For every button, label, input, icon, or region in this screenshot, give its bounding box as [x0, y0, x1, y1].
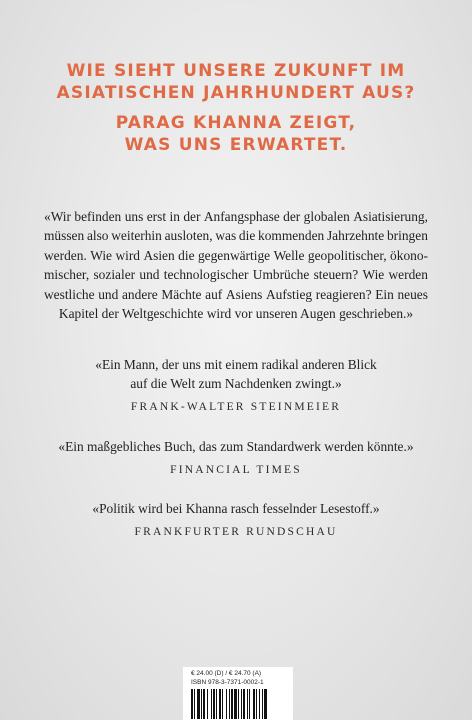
- intro-word: globalen: [303, 209, 350, 224]
- intro-word: werden: [388, 267, 428, 283]
- intro-line: [44, 226, 428, 245]
- intro-word: sozialer: [93, 267, 136, 283]
- barcode-bar: [201, 689, 202, 719]
- intro-word: Wie: [90, 247, 112, 263]
- quote-source: FINANCIAL TIMES: [170, 464, 302, 476]
- intro-word: Asiens: [225, 286, 263, 302]
- intro-word: befinden: [74, 209, 122, 224]
- barcode-bar: [231, 689, 233, 719]
- barcode-bar: [219, 689, 221, 719]
- quote-line: «Ein Mann, der uns mit einem radikal anderen Blick: [95, 357, 377, 372]
- barcode-bar: [229, 689, 230, 719]
- intro-word: neues: [397, 286, 428, 302]
- intro-word: steuern?: [313, 267, 359, 283]
- intro-word: Mächte: [161, 286, 202, 302]
- intro-word: und: [98, 286, 119, 302]
- headline-line: PARAG KHANNA ZEIGT,: [115, 113, 357, 134]
- intro-word: erst: [146, 209, 167, 224]
- barcode-bar: [259, 689, 260, 719]
- barcode-bar: [243, 689, 245, 719]
- barcode-bar: [207, 689, 208, 719]
- intro-word: Anfangsphase: [203, 209, 280, 224]
- intro-word: müssen: [44, 228, 85, 244]
- quote-source: FRANKFURTER RUNDSCHAU: [134, 526, 338, 538]
- barcode-bar: [203, 689, 205, 719]
- headline: [0, 60, 472, 156]
- intro-line: [44, 207, 428, 226]
- headline-line: ASIATISCHEN JAHRHUNDERT AUS?: [56, 83, 416, 104]
- intro-word: Wie: [362, 267, 385, 283]
- quote-steinmeier: [0, 355, 472, 413]
- barcode-bar: [247, 689, 248, 719]
- intro-word: die: [178, 247, 195, 263]
- intro-word: Jahrzehnte: [326, 228, 385, 244]
- intro-word: Welle: [273, 247, 305, 263]
- headline-spacer: [0, 104, 472, 112]
- intro-line: [44, 285, 428, 304]
- intro-word: kommenden: [258, 228, 325, 244]
- quote-financial-times: [0, 437, 472, 476]
- barcode-icon: [191, 689, 285, 719]
- price-label: € 24.00 (D) / € 24.70 (A): [191, 670, 262, 677]
- intro-word: Ein: [375, 286, 394, 302]
- barcode-bar: [211, 689, 212, 719]
- intro-word: also: [86, 228, 109, 244]
- intro-line: [44, 246, 428, 265]
- intro-word: die: [238, 228, 256, 244]
- intro-word: mischer,: [44, 267, 90, 283]
- intro-word: der: [183, 209, 201, 224]
- quote-line: «Politik wird bei Khanna rasch fesselnder Lesestoff.»: [92, 501, 380, 516]
- quote-line: «Ein maßgebliches Buch, das zum Standardwerk werden könnte.»: [58, 439, 414, 454]
- quote-line: auf die Welt zum Nachdenken zwingt.»: [130, 376, 342, 391]
- intro-word: ökono-: [390, 247, 428, 263]
- intro-word: gegenwärtige: [197, 247, 271, 263]
- barcode-bar: [216, 689, 217, 719]
- intro-word: andere: [121, 286, 158, 302]
- barcode-bar: [226, 689, 227, 719]
- intro-word: technologischer: [163, 267, 249, 283]
- intro-word: Asiatisierung,: [353, 209, 428, 224]
- barcode-bar: [253, 689, 255, 719]
- isbn-label: ISBN 978-3-7371-0002-1: [191, 679, 264, 686]
- intro-line-text: Kapitel der Weltgeschichte wird vor unseren Augen geschrieben.»: [58, 306, 414, 322]
- intro-word: bringen: [386, 228, 428, 244]
- intro-word: in: [169, 209, 180, 224]
- barcode-bar: [234, 689, 237, 719]
- barcode-bar: [238, 689, 239, 719]
- intro-word: «Wir: [44, 209, 71, 224]
- intro-word: Aufstieg: [266, 286, 313, 302]
- intro-word: ausloten,: [164, 228, 213, 244]
- intro-word: und: [139, 267, 160, 283]
- barcode-box: [183, 667, 293, 720]
- intro-word: geopolitischer,: [307, 247, 387, 263]
- intro-word: westliche: [44, 286, 95, 302]
- intro-word: reagieren?: [315, 286, 372, 302]
- quote-frankfurter-rundschau: [0, 499, 472, 538]
- barcode-bar: [191, 689, 193, 719]
- barcode-bar: [194, 689, 195, 719]
- intro-word: werden.: [44, 247, 87, 263]
- barcode-bar: [222, 689, 223, 719]
- intro-word: auf: [205, 286, 223, 302]
- intro-line: [44, 304, 428, 323]
- barcode-bar: [262, 689, 263, 719]
- intro-quote: [44, 207, 428, 323]
- intro-word: wird: [115, 247, 140, 263]
- intro-line: [44, 265, 428, 284]
- intro-word: uns: [124, 209, 144, 224]
- quote-source: FRANK-WALTER STEINMEIER: [130, 401, 342, 413]
- barcode-bar: [256, 689, 257, 719]
- barcode-bar: [249, 689, 250, 719]
- headline-line: WAS UNS ERWARTET.: [124, 135, 348, 156]
- intro-word: weiterhin: [111, 228, 162, 244]
- intro-word: was: [215, 228, 237, 244]
- barcode-bar: [213, 689, 215, 719]
- intro-word: Umbrüche: [252, 267, 310, 283]
- intro-word: der: [283, 209, 301, 224]
- intro-word: Asien: [143, 247, 175, 263]
- barcode-bar: [197, 689, 200, 719]
- headline-line: WIE SIEHT UNSERE ZUKUNFT IM: [66, 61, 406, 81]
- barcode-bar: [264, 689, 267, 719]
- barcode-bar: [241, 689, 242, 719]
